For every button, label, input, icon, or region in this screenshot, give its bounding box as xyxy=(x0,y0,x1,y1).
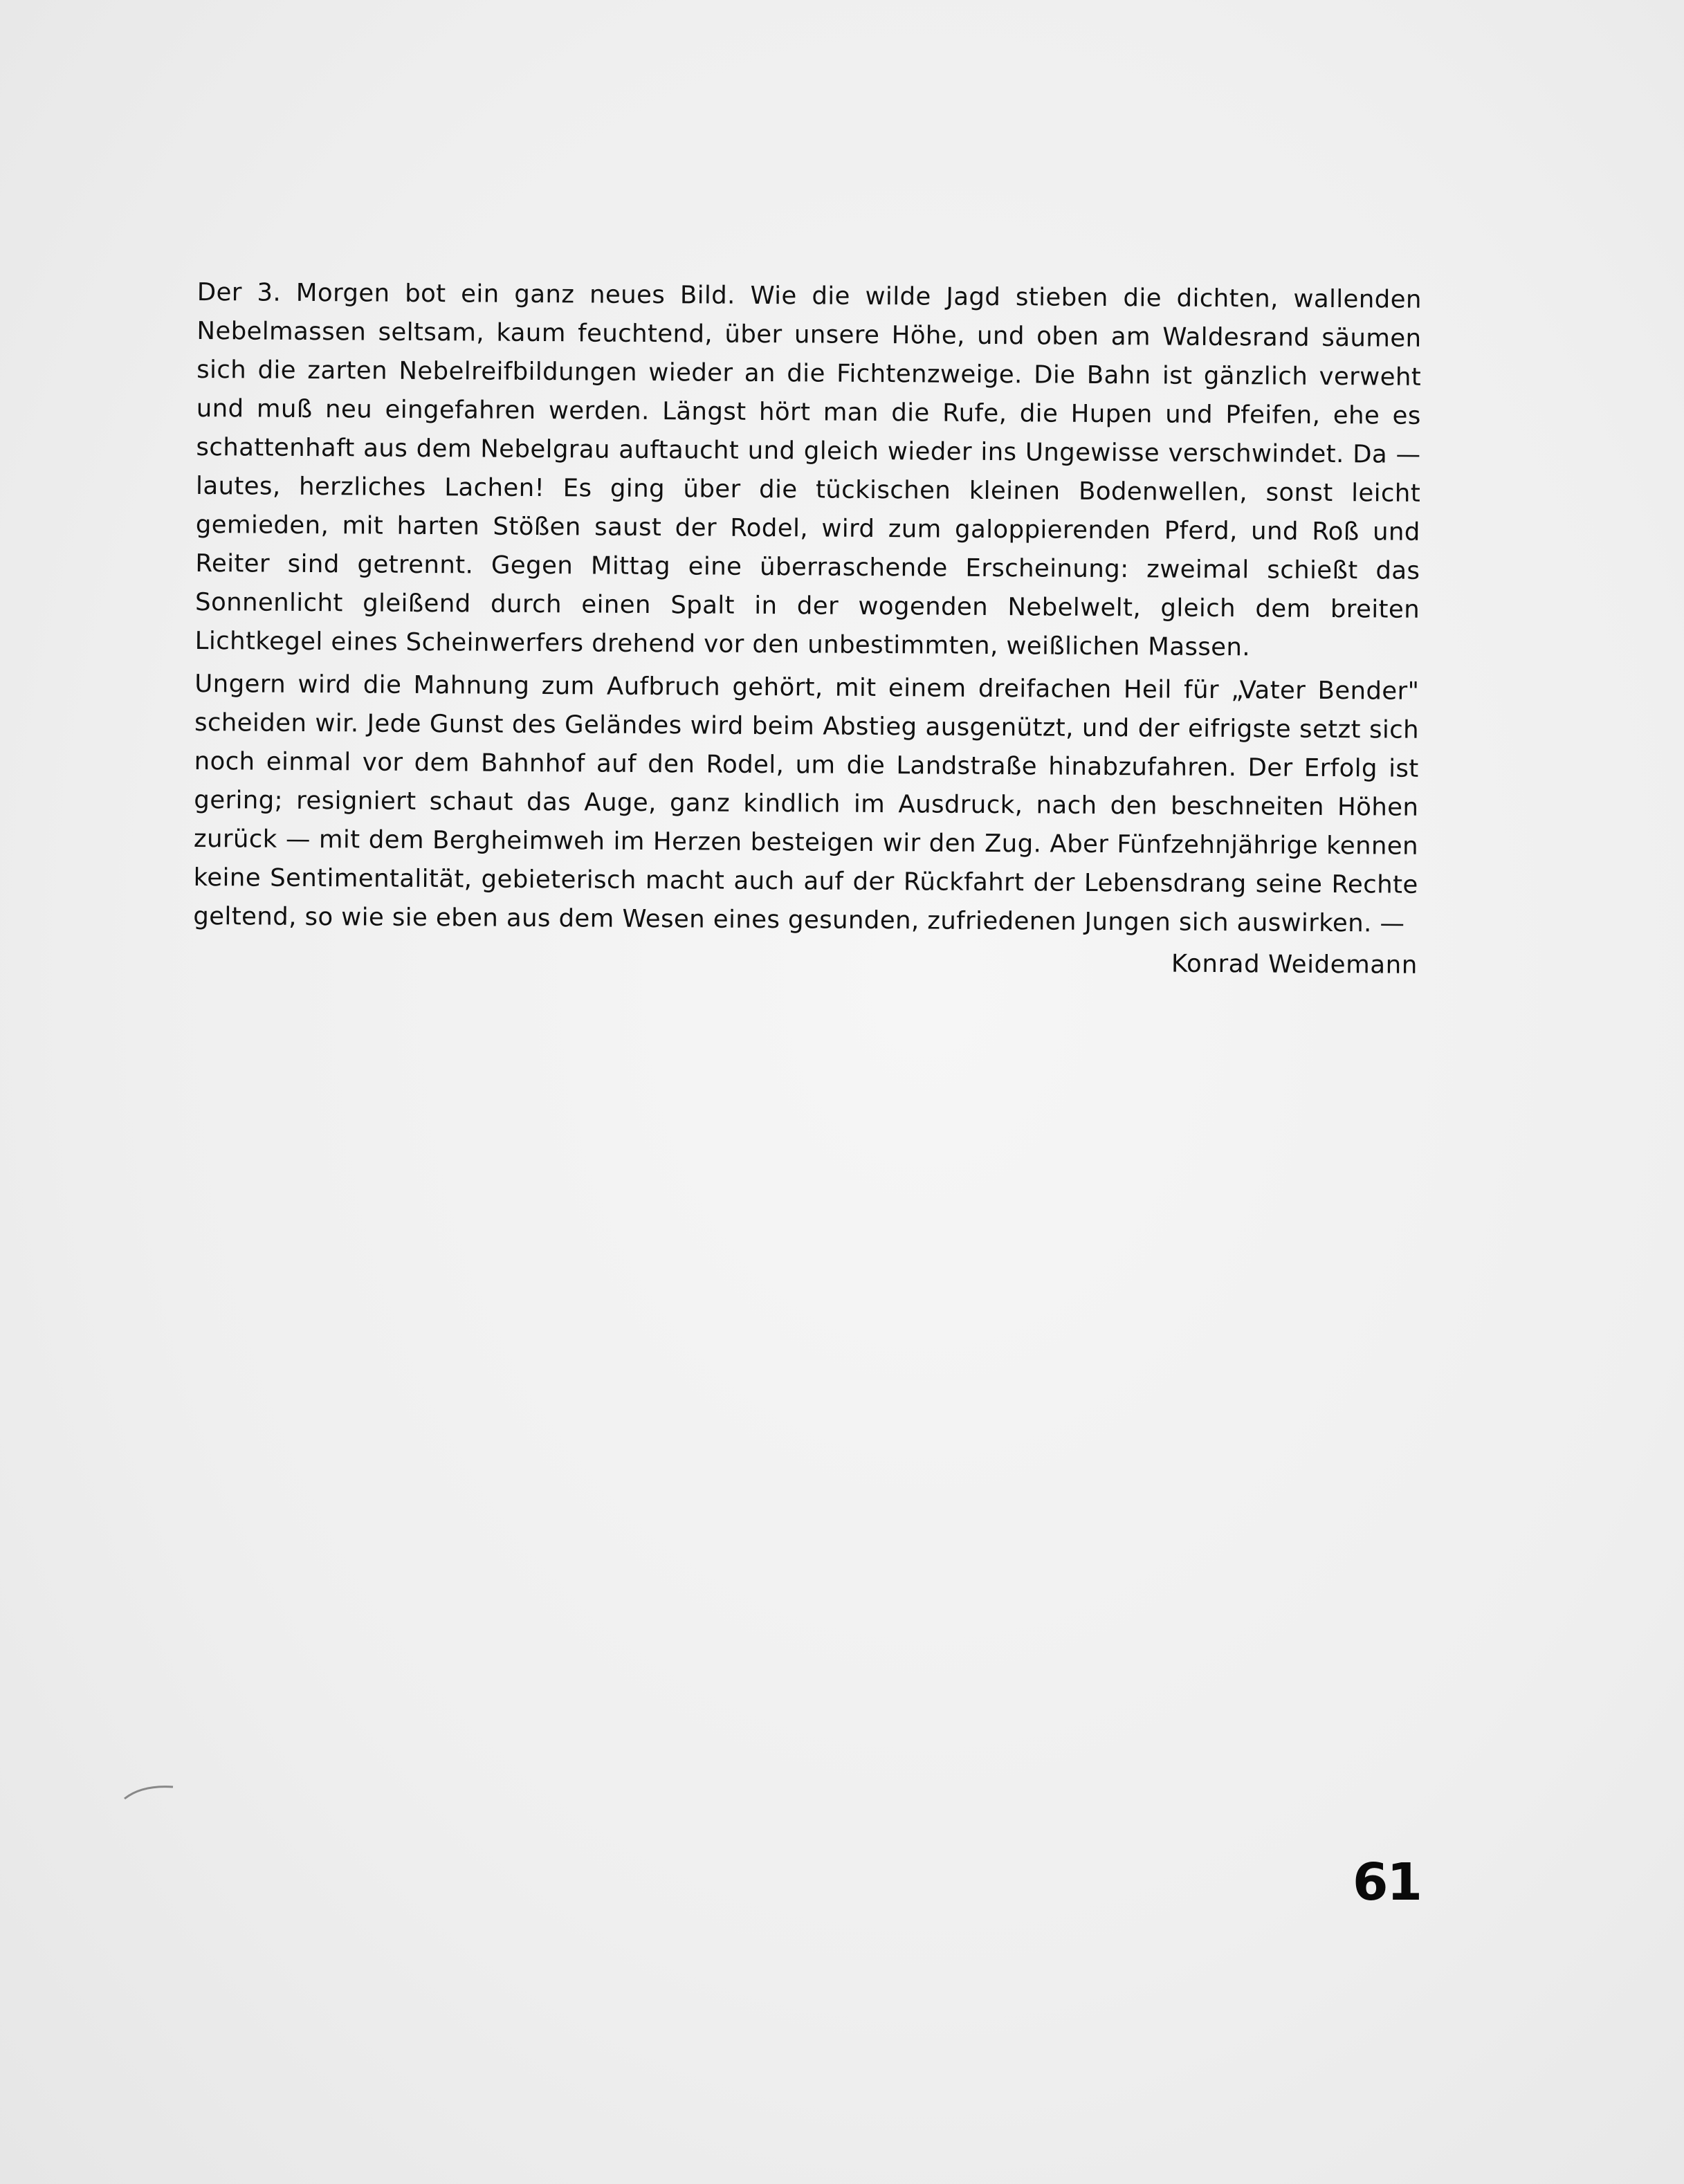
paragraph-2: Ungern wird die Mahnung zum Aufbruch gehört, mit einem dreifachen Heil für „Vater Bender" scheiden wir. Jede Gunst des Geländes wird beim Abstieg ausgenützt, und der eifrigste setzt sich noch einmal vor dem Bahnhof auf den Rodel, um die Landstraße hinabzufahren. Der Erfolg ist gering; resigniert schaut das Auge, ganz kindlich im Ausdruck, nach den beschneiten Höhen zurück — mit dem Bergheimweh im Herzen besteigen wir den Zug. Aber Fünfzehnjährige kennen keine Sentimentalität, gebieterisch macht auch auf der Rückfahrt der Lebensdrang seine Rechte geltend, so wie sie eben aus dem Wesen eines gesunden, zufriedenen Jungen sich auswirken. — xyxy=(193,669,1420,938)
scan-mark-icon xyxy=(121,1781,176,1802)
author-signature: Konrad Weidemann xyxy=(1171,949,1418,980)
article-text xyxy=(193,273,1422,985)
paragraph-1: Der 3. Morgen bot ein ganz neues Bild. Wie die wilde Jagd stieben die dichten, wallenden Nebelmassen seltsam, kaum feuchtend, über unsere Höhe, und oben am Waldesrand säumen sich die zarten Nebelreifbildungen wieder an die Fichtenzweige. Die Bahn ist gänzlich verweht und muß neu eingefahren werden. Längst hört man die Rufe, die Hupen und Pfeifen, ehe es schattenhaft aus dem Nebelgrau auftaucht und gleich wieder ins Ungewisse verschwindet. Da — lautes, herzliches Lachen! Es ging über die tückischen kleinen Bodenwellen, sonst leicht gemieden, mit harten Stößen saust der Rodel, wird zum galoppierenden Pferd, und Roß und Reiter sind getrennt. Gegen Mittag eine überraschende Erscheinung: zweimal schießt das Sonnenlicht gleißend durch einen Spalt in der wogenden Nebelwelt, gleich dem breiten Lichtkegel eines Scheinwerfers drehend vor den unbestimmten, weißlichen Massen. xyxy=(194,277,1422,662)
page-number: 61 xyxy=(1353,1853,1421,1912)
